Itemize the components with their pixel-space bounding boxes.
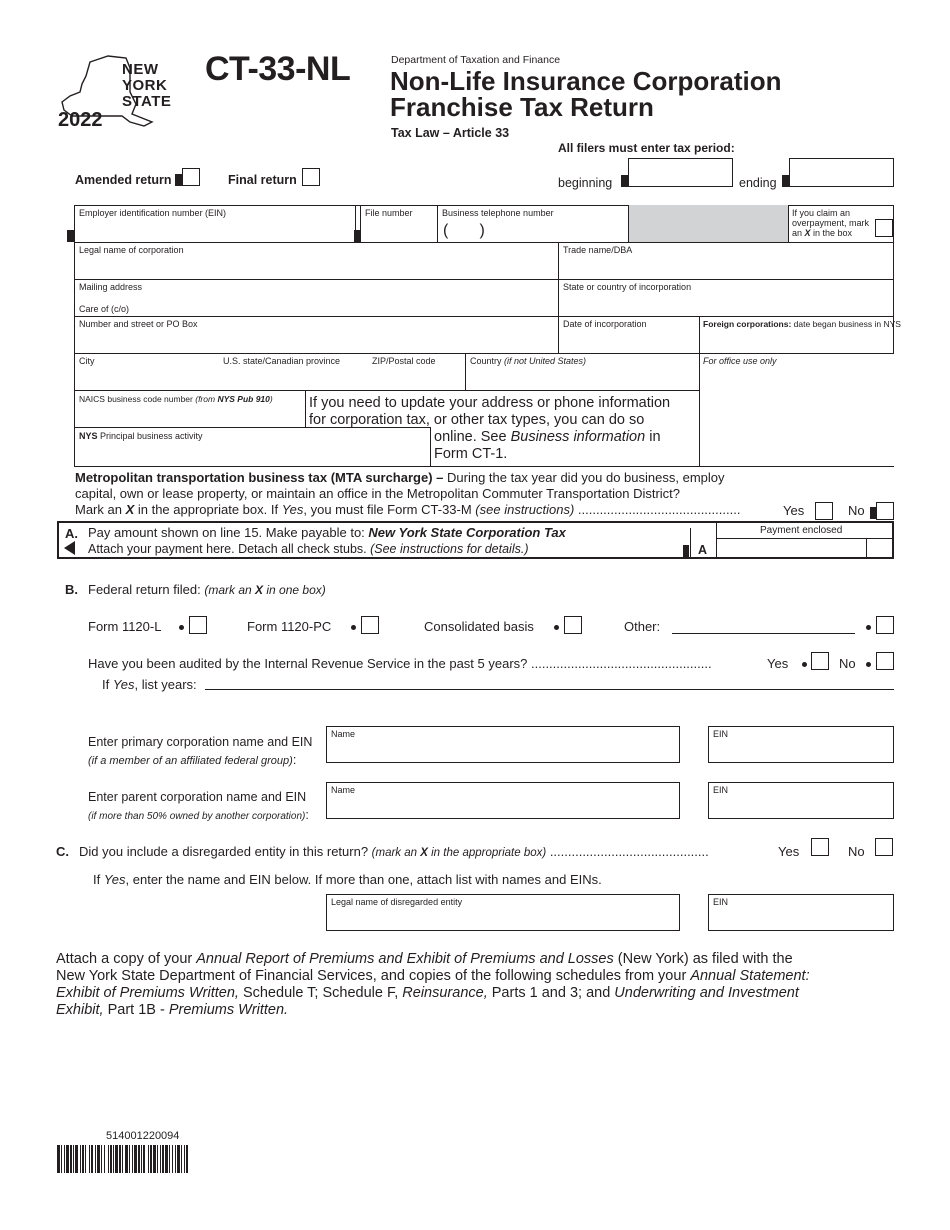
barcode-bar	[89, 1145, 90, 1173]
form-1120pc-checkbox[interactable]	[361, 616, 379, 634]
barcode-bar	[115, 1145, 118, 1173]
irs-audit-question: Have you been audited by the Internal Revenue Service in the past 5 years? ..................................................	[88, 656, 712, 671]
barcode-bar	[162, 1145, 164, 1173]
tax-period-beginning-field[interactable]	[628, 158, 733, 187]
barcode-bar	[101, 1145, 102, 1173]
state-province-field[interactable]: U.S. state/Canadian province	[223, 356, 341, 366]
overpayment-checkbox[interactable]	[875, 219, 893, 237]
barcode-bar	[150, 1145, 152, 1173]
audit-years-label: If Yes, list years:	[102, 677, 197, 692]
naics-code-field[interactable]: NAICS business code number (from NYS Pub 910)	[79, 394, 273, 404]
form-title: Non-Life Insurance Corporation Franchise Tax Return	[390, 66, 782, 122]
tax-period-note: All filers must enter tax period:	[558, 141, 735, 155]
disregarded-no-label: No	[848, 844, 865, 859]
parent-corp-name-field[interactable]: Name	[326, 782, 680, 819]
disregarded-entity-name-field[interactable]: Legal name of disregarded entity	[326, 894, 680, 931]
parent-corp-label: Enter parent corporation name and EIN (if more than 50% owned by another corporation):	[88, 790, 309, 822]
primary-corp-name-field[interactable]: Name	[326, 726, 680, 763]
other-label: Other:	[624, 619, 661, 634]
barcode-bar	[104, 1145, 105, 1173]
barcode-bar	[122, 1145, 123, 1173]
barcode-bar	[132, 1145, 133, 1173]
final-return-checkbox[interactable]	[302, 168, 320, 186]
barcode-bar	[160, 1145, 161, 1173]
form-1120l-label: Form 1120-L	[88, 619, 162, 634]
phone-parentheses: ( )	[443, 222, 485, 239]
update-info-notice-cont: online. See Business information in Form CT-1.	[434, 429, 661, 462]
audit-yes-checkbox[interactable]	[811, 652, 829, 670]
barcode-bar	[95, 1145, 96, 1173]
barcode-bar	[73, 1145, 74, 1173]
shaded-area	[628, 205, 788, 242]
section-c-letter: C.	[56, 844, 69, 859]
audit-yes-label: Yes	[767, 656, 789, 671]
parent-corp-ein-field[interactable]: EIN	[708, 782, 894, 819]
consolidated-basis-checkbox[interactable]	[564, 616, 582, 634]
consolidated-basis-label: Consolidated basis	[424, 619, 534, 634]
barcode-bar	[177, 1145, 180, 1173]
barcode-bar	[66, 1145, 69, 1173]
barcode-bar	[157, 1145, 158, 1173]
barcode-bar	[91, 1145, 93, 1173]
tax-period-ending-field[interactable]	[789, 158, 894, 187]
barcode-bar	[119, 1145, 121, 1173]
legal-name-field[interactable]: Legal name of corporation	[79, 245, 184, 255]
barcode-bar	[57, 1145, 60, 1173]
primary-corp-label: Enter primary corporation name and EIN (if a member of an affiliated federal group):	[88, 735, 313, 767]
mta-question: Metropolitan transportation business tax (MTA surcharge) – During the tax year did you do business, employ capital, own or lease property, or maintain an office in the Metropolitan Commuter Transportation District? Mark an X in the appropriate box. If Yes, you must file Form CT-33-M (see instructions) .............................................	[75, 470, 741, 517]
file-number-marker	[354, 230, 361, 242]
audit-no-checkbox[interactable]	[876, 652, 894, 670]
disregarded-yes-checkbox[interactable]	[811, 838, 829, 856]
payment-marker	[683, 545, 689, 557]
payment-enclosed-label: Payment enclosed	[760, 525, 843, 536]
barcode-bar	[172, 1145, 173, 1173]
disregarded-yes-label: Yes	[778, 844, 800, 859]
business-phone-field[interactable]: Business telephone number	[442, 208, 554, 218]
attachment-instructions: Attach a copy of your Annual Report of Premiums and Exhibit of Premiums and Losses (New York) as filed with the New York State Department of Financial Services, and copies of the following schedules from your Annual Statement: Exhibit of Premiums Written, Schedule T; Schedule F, Reinsurance, Parts 1 and 3; and Underwriting and Investment Exhibit, Part 1B - Premiums Written.	[56, 951, 810, 1018]
barcode-bar	[85, 1145, 86, 1173]
file-number-field[interactable]: File number	[365, 208, 413, 218]
barcode-bar	[165, 1145, 168, 1173]
ein-field[interactable]: Employer identification number (EIN)	[79, 208, 227, 218]
barcode-bar	[97, 1145, 100, 1173]
mta-no-label: No	[848, 503, 865, 518]
barcode-number: 514001220094	[106, 1130, 180, 1142]
state-country-incorporation-field[interactable]: State or country of incorporation	[563, 282, 692, 292]
other-checkbox[interactable]	[876, 616, 894, 634]
barcode-bar	[138, 1145, 140, 1173]
section-b-letter: B.	[65, 582, 78, 597]
barcode-bar	[82, 1145, 84, 1173]
city-field[interactable]: City	[79, 356, 95, 366]
barcode-bar	[141, 1145, 142, 1173]
form-1120pc-label: Form 1120-PC	[247, 619, 332, 634]
barcode	[57, 1145, 239, 1173]
mta-yes-label: Yes	[783, 503, 805, 518]
ending-label: ending	[739, 176, 777, 190]
state-logo-text: NEW YORK STATE	[122, 61, 172, 110]
audit-years-line[interactable]	[205, 689, 894, 690]
section-a-letter: A.	[65, 526, 78, 541]
care-of-field[interactable]: Care of (c/o)	[79, 304, 130, 314]
barcode-bar	[186, 1145, 188, 1173]
street-field[interactable]: Number and street or PO Box	[79, 319, 198, 329]
primary-corp-ein-field[interactable]: EIN	[708, 726, 894, 763]
final-return-label: Final return	[228, 173, 297, 187]
disregarded-no-checkbox[interactable]	[875, 838, 893, 856]
audit-no-label: No	[839, 656, 856, 671]
form-1120l-checkbox[interactable]	[189, 616, 207, 634]
barcode-bar	[169, 1145, 170, 1173]
barcode-bar	[108, 1145, 109, 1173]
barcode-bar	[113, 1145, 114, 1173]
update-info-notice: If you need to update your address or phone information for corporation tax, or other tax types, you can do so	[309, 395, 671, 428]
beginning-label: beginning	[558, 176, 613, 190]
barcode-bar	[143, 1145, 145, 1173]
principal-activity-field[interactable]: NYS Principal business activity	[79, 431, 203, 441]
arrow-left-icon	[64, 541, 76, 555]
foreign-corporations-field[interactable]: Foreign corporations: date began business in NYS	[703, 319, 901, 329]
federal-return-heading: Federal return filed: (mark an X in one box)	[88, 582, 326, 597]
country-field[interactable]: Country (if not United States)	[470, 356, 587, 366]
barcode-bar	[70, 1145, 72, 1173]
other-input-line[interactable]	[672, 633, 855, 634]
mta-no-checkbox[interactable]	[876, 502, 894, 520]
barcode-bar	[129, 1145, 130, 1173]
ein-marker	[67, 230, 74, 242]
tax-year: 2022	[58, 109, 103, 131]
disregarded-entity-ein-field[interactable]: EIN	[708, 894, 894, 931]
barcode-bar	[153, 1145, 156, 1173]
payment-enclosed-field[interactable]	[718, 540, 864, 557]
office-use-only: For office use only	[703, 356, 777, 366]
barcode-bar	[80, 1145, 81, 1173]
barcode-bar	[64, 1145, 65, 1173]
disregarded-entity-question: Did you include a disregarded entity in this return? (mark an X in the appropriate box) ............................................	[79, 844, 709, 859]
form-number: CT-33-NL	[205, 50, 351, 88]
disregarded-instructions: If Yes, enter the name and EIN below. If more than one, attach list with names and EINs.	[93, 872, 602, 887]
barcode-bar	[75, 1145, 78, 1173]
barcode-bar	[134, 1145, 137, 1173]
section-a-text: Pay amount shown on line 15. Make payable to: New York State Corporation Tax Attach your payment here. Detach all check stubs. (See instructions for details.)	[88, 525, 566, 556]
barcode-bar	[148, 1145, 149, 1173]
barcode-bar	[184, 1145, 185, 1173]
trade-name-field[interactable]: Trade name/DBA	[563, 245, 633, 255]
department-name: Department of Taxation and Finance	[391, 54, 561, 66]
payment-box-letter: A	[698, 543, 708, 557]
barcode-bar	[125, 1145, 128, 1173]
barcode-bar	[181, 1145, 182, 1173]
mta-yes-checkbox[interactable]	[815, 502, 833, 520]
barcode-bar	[175, 1145, 176, 1173]
barcode-bar	[110, 1145, 112, 1173]
amended-return-checkbox[interactable]	[182, 168, 200, 186]
date-of-incorporation-field[interactable]: Date of incorporation	[563, 319, 647, 329]
amended-return-label: Amended return	[75, 173, 172, 187]
mailing-address-field[interactable]: Mailing address	[79, 282, 143, 292]
overpayment-note: If you claim an overpayment, mark an X in the box	[792, 208, 870, 238]
tax-law-article: Tax Law – Article 33	[391, 126, 510, 140]
zip-field[interactable]: ZIP/Postal code	[372, 356, 436, 366]
barcode-bar	[61, 1145, 62, 1173]
